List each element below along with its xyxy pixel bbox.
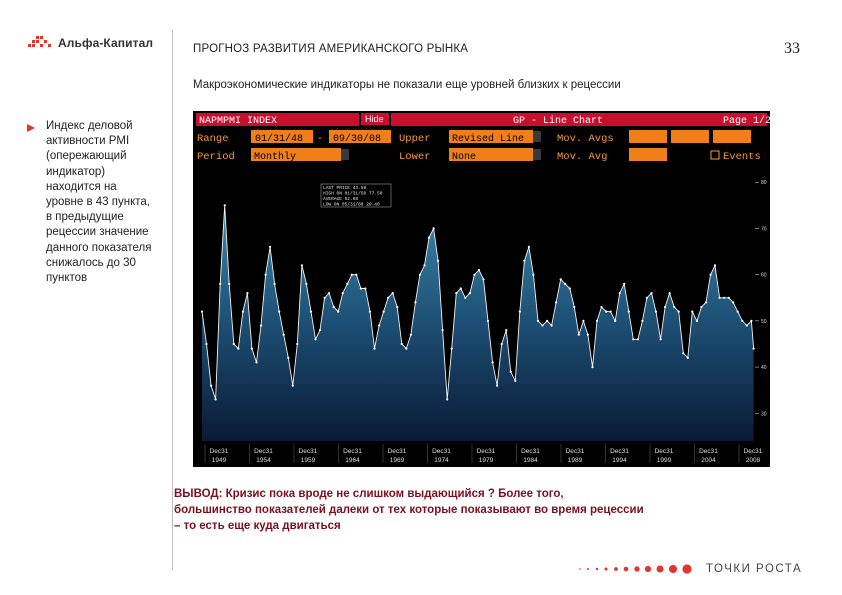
pmi-data-point	[753, 348, 755, 350]
pmi-data-point	[637, 338, 639, 340]
y-tick-label: 70	[761, 226, 767, 233]
growth-dots-icon	[578, 563, 696, 575]
x-tick-label-bottom: 1964	[345, 457, 360, 464]
pmi-data-point	[414, 301, 416, 303]
page-number: 33	[784, 40, 800, 57]
pmi-data-point	[460, 287, 462, 289]
ticker-label: NAPMPMI INDEX	[199, 116, 278, 127]
pmi-data-point	[523, 260, 525, 262]
pmi-data-point	[237, 348, 239, 350]
x-tick-label-top: Dec31	[699, 448, 718, 455]
period-dropdown-icon[interactable]	[341, 149, 349, 160]
mov-avg-label: Mov. Avg	[557, 151, 608, 163]
pmi-data-point	[669, 292, 671, 294]
pmi-data-point	[687, 357, 689, 359]
terminal-chart-window	[193, 111, 778, 467]
pmi-data-point	[464, 297, 466, 299]
pmi-data-point	[242, 311, 244, 313]
x-tick-label-top: Dec31	[343, 448, 362, 455]
sidebar-text: Индекс деловой активности PMI (опережающий индикатор) находится на уровне в 43 пункта, в предыдущие рецессии значение данного показателя снижалось до 30 пунктов	[46, 120, 152, 285]
x-tick-label-top: Dec31	[654, 448, 674, 455]
pmi-data-point	[473, 274, 475, 276]
pmi-data-point	[324, 297, 326, 299]
pmi-data-point	[446, 398, 448, 400]
pmi-data-point	[478, 269, 480, 271]
upper-value: Revised Line	[452, 134, 525, 145]
pmi-data-point	[210, 385, 212, 387]
pmi-data-point	[605, 311, 607, 313]
lower-value: None	[452, 152, 477, 163]
conclusion-text: ВЫВОД: Кризис пока вроде не слишком выдающийся ? Более того, большинство показателей далеки от тех которые показывают во время рецессии – то есть еще куда двигаться	[174, 488, 644, 532]
x-tick-label-bottom: 1949	[211, 457, 227, 464]
pmi-data-point	[437, 260, 439, 262]
pmi-data-point	[205, 343, 207, 345]
x-tick-label-bottom: 1984	[523, 457, 538, 464]
x-tick-label-bottom: 2008	[745, 457, 761, 464]
legend-average: AVERAGE 52.68	[323, 197, 359, 202]
pmi-data-point	[310, 311, 312, 313]
pmi-data-point	[551, 324, 553, 326]
x-tick-label-top: Dec31	[521, 448, 540, 455]
range-label: Range	[197, 133, 229, 145]
page-indicator: Page 1/22	[723, 116, 778, 127]
pmi-data-point	[442, 329, 444, 331]
y-tick-label: 40	[761, 365, 767, 372]
pmi-data-point	[741, 320, 743, 322]
pmi-data-point	[646, 297, 648, 299]
pmi-data-point	[492, 361, 494, 363]
pmi-data-point	[582, 320, 584, 322]
pmi-data-point	[519, 311, 521, 313]
pmi-data-point	[228, 283, 230, 285]
pmi-data-point	[501, 343, 503, 345]
pmi-data-point	[287, 357, 289, 359]
x-tick-label-top: Dec31	[743, 448, 763, 455]
pmi-data-point	[410, 334, 412, 336]
pmi-data-point	[433, 227, 435, 229]
pmi-data-point	[650, 292, 652, 294]
x-tick-label-bottom: 1954	[256, 457, 271, 464]
pmi-data-point	[514, 380, 516, 382]
x-tick-label-bottom: 1999	[656, 457, 672, 464]
y-tick-label: 80	[761, 180, 767, 187]
pmi-data-point	[233, 343, 235, 345]
pmi-data-point	[705, 301, 707, 303]
pmi-data-point	[269, 246, 271, 248]
pmi-data-point	[723, 297, 725, 299]
pmi-data-point	[564, 283, 566, 285]
pmi-data-point	[419, 274, 421, 276]
lower-dropdown-icon[interactable]	[533, 149, 541, 160]
pmi-data-point	[673, 306, 675, 308]
pmi-data-point	[219, 283, 221, 285]
pmi-data-point	[682, 352, 684, 354]
pmi-data-point	[373, 348, 375, 350]
pmi-data-point	[201, 311, 203, 313]
pmi-data-point	[614, 320, 616, 322]
logo-text: Альфа-Капитал	[58, 36, 154, 50]
events-label: Events	[723, 151, 761, 163]
pmi-data-point	[278, 311, 280, 313]
pmi-data-point	[301, 264, 303, 266]
hide-button-label: Hide	[365, 114, 384, 124]
footer-text: ТОЧКИ РОСТА	[706, 563, 803, 575]
chart-title: GP - Line Chart	[513, 116, 604, 127]
pmi-data-point	[746, 324, 748, 326]
pmi-data-point	[587, 334, 589, 336]
pmi-data-point	[369, 311, 371, 313]
pmi-data-point	[546, 320, 548, 322]
upper-label: Upper	[399, 133, 431, 145]
pmi-data-point	[591, 366, 593, 368]
pmi-data-point	[505, 329, 507, 331]
pmi-data-point	[396, 306, 398, 308]
range-separator: -	[317, 134, 324, 145]
pmi-data-point	[405, 348, 407, 350]
pmi-data-point	[215, 398, 217, 400]
x-tick-label-bottom: 1989	[567, 457, 583, 464]
pmi-data-point	[623, 283, 625, 285]
pmi-data-point	[641, 320, 643, 322]
company-logo	[28, 36, 153, 50]
pmi-data-point	[714, 264, 716, 266]
pmi-data-point	[351, 274, 353, 276]
pmi-data-point	[532, 274, 534, 276]
x-tick-label-top: Dec31	[254, 448, 273, 455]
pmi-data-point	[455, 292, 457, 294]
pmi-data-point	[610, 311, 612, 313]
pmi-data-point	[510, 371, 512, 373]
pmi-data-point	[573, 306, 575, 308]
pmi-data-point	[328, 292, 330, 294]
pmi-data-point	[528, 246, 530, 248]
x-tick-label-top: Dec31	[565, 448, 585, 455]
upper-dropdown-icon[interactable]	[533, 131, 541, 142]
pmi-data-point	[255, 361, 257, 363]
pmi-data-point	[719, 297, 721, 299]
pmi-data-point	[664, 306, 666, 308]
pmi-data-point	[541, 324, 543, 326]
x-tick-label-top: Dec31	[209, 448, 229, 455]
x-tick-label-top: Dec31	[476, 448, 496, 455]
y-tick-label: 60	[761, 272, 767, 279]
pmi-data-point	[337, 311, 339, 313]
x-tick-label-top: Dec31	[387, 448, 407, 455]
pmi-data-point	[569, 287, 571, 289]
pmi-data-point	[655, 311, 657, 313]
mov-avgs-field-2[interactable]	[671, 130, 709, 143]
pmi-data-point	[387, 297, 389, 299]
pmi-data-point	[342, 292, 344, 294]
pmi-data-point	[469, 292, 471, 294]
pmi-data-point	[709, 274, 711, 276]
pmi-data-point	[737, 311, 739, 313]
pmi-data-point	[423, 264, 425, 266]
pmi-data-point	[619, 292, 621, 294]
pmi-data-point	[451, 348, 453, 350]
pmi-data-point	[314, 338, 316, 340]
pmi-data-point	[487, 320, 489, 322]
pmi-data-point	[482, 278, 484, 280]
pmi-data-point	[632, 338, 634, 340]
pmi-data-point	[392, 292, 394, 294]
pmi-data-point	[428, 237, 430, 239]
pmi-data-point	[346, 283, 348, 285]
pmi-data-point	[265, 274, 267, 276]
x-tick-label-bottom: 1969	[389, 457, 405, 464]
pmi-data-point	[728, 297, 730, 299]
pmi-data-point	[292, 385, 294, 387]
pmi-data-point	[678, 311, 680, 313]
legend-high: HIGH ON 01/31/50 77.50	[323, 191, 383, 197]
pmi-data-point	[296, 343, 298, 345]
period-value: Monthly	[254, 152, 297, 163]
mov-avg-field[interactable]	[629, 148, 667, 161]
pmi-data-point	[383, 311, 385, 313]
pmi-data-point	[274, 283, 276, 285]
legend-low: LOW ON 05/31/80 29.40	[323, 202, 380, 208]
x-tick-label-bottom: 1994	[612, 457, 627, 464]
pmi-data-point	[555, 301, 557, 303]
pmi-data-point	[660, 338, 662, 340]
pmi-data-point	[596, 320, 598, 322]
legend-last-price: LAST PRICE 43.50	[323, 186, 367, 191]
pmi-data-point	[691, 311, 693, 313]
footer	[578, 563, 802, 575]
x-tick-label-bottom: 2004	[701, 457, 716, 464]
pmi-data-point	[260, 324, 262, 326]
pmi-data-point	[560, 278, 562, 280]
pmi-data-point	[628, 311, 630, 313]
logo-dots-icon	[28, 36, 54, 50]
mov-avgs-label: Mov. Avgs	[557, 133, 614, 145]
pmi-data-point	[360, 287, 362, 289]
y-tick-label: 50	[761, 318, 767, 325]
x-tick-label-top: Dec31	[610, 448, 629, 455]
pmi-data-point	[251, 348, 253, 350]
lower-label: Lower	[399, 151, 431, 163]
pmi-data-point	[246, 292, 248, 294]
slide-subtitle: Макроэкономические индикаторы не показали еще уровней близких к рецессии	[193, 79, 621, 91]
x-tick-label-bottom: 1979	[478, 457, 494, 464]
pmi-data-point	[333, 306, 335, 308]
pmi-data-point	[355, 274, 357, 276]
pmi-data-point	[305, 283, 307, 285]
pmi-data-point	[750, 320, 752, 322]
terminal-svg	[193, 111, 778, 467]
mov-avgs-field-1[interactable]	[629, 130, 667, 143]
pmi-data-point	[537, 320, 539, 322]
pmi-data-point	[732, 301, 734, 303]
pmi-data-point	[364, 287, 366, 289]
events-checkbox[interactable]	[711, 151, 719, 159]
period-label: Period	[197, 151, 235, 163]
triangle-bullet-icon	[26, 123, 36, 133]
x-tick-label-top: Dec31	[432, 448, 451, 455]
pmi-data-point	[600, 306, 602, 308]
x-tick-label-bottom: 1959	[300, 457, 316, 464]
pmi-data-point	[700, 306, 702, 308]
vertical-divider	[172, 30, 173, 570]
pmi-data-point	[378, 324, 380, 326]
y-tick-label: 30	[761, 411, 767, 418]
x-tick-label-top: Dec31	[298, 448, 318, 455]
pmi-data-point	[696, 320, 698, 322]
mov-avgs-field-3[interactable]	[713, 130, 751, 143]
pmi-data-point	[578, 334, 580, 336]
pmi-data-point	[496, 385, 498, 387]
pmi-data-point	[224, 204, 226, 206]
pmi-data-point	[401, 343, 403, 345]
x-tick-label-bottom: 1974	[434, 457, 449, 464]
pmi-data-point	[319, 329, 321, 331]
range-start-value: 01/31/48	[255, 134, 304, 145]
range-end-value: 09/30/08	[333, 134, 382, 145]
pmi-data-point	[283, 334, 285, 336]
slide-title: ПРОГНОЗ РАЗВИТИЯ АМЕРИКАНСКОГО РЫНКА	[193, 43, 469, 55]
